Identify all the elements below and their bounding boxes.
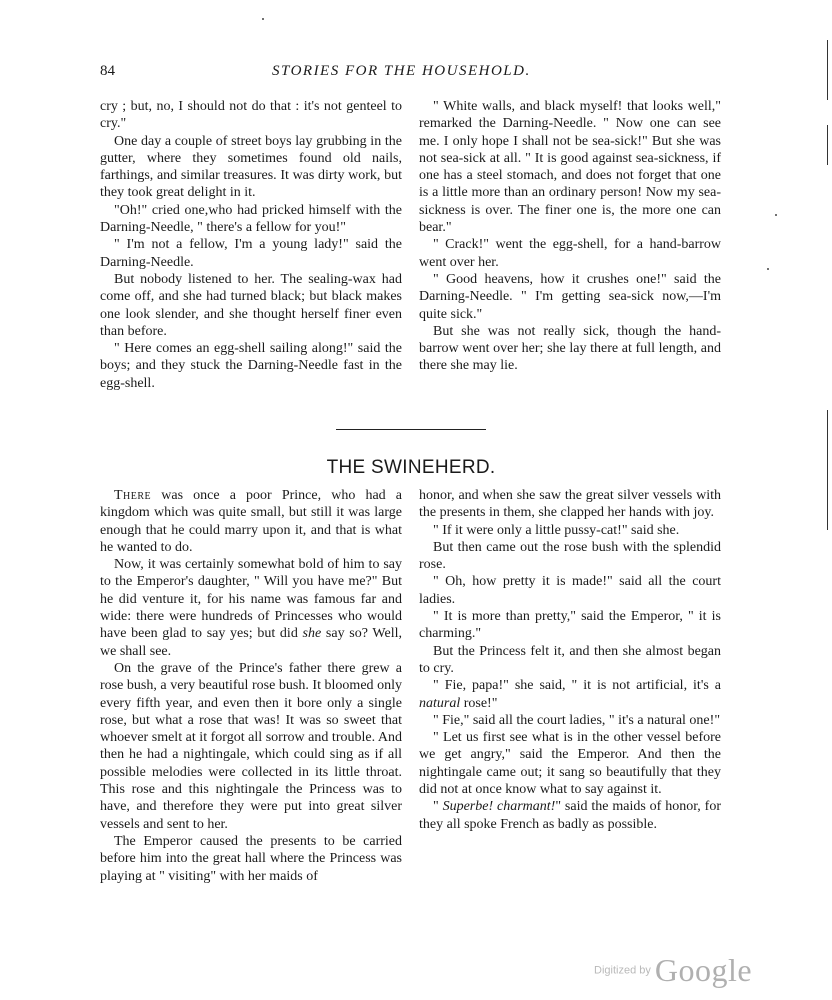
emphasis: natural	[419, 695, 461, 711]
text-run: Now, it was certainly somewhat bold of him to say to the Emperor's daughter, " Will you have me?" But he did venture it, for his name was famous far and wide: there were hundreds of Princesses who would have been glad to say yes; but did	[100, 557, 402, 642]
paragraph: " Good heavens, how it crushes one!" said the Darning-Needle. " I'm getting sea-sick now,—I'm quite sick."	[419, 271, 721, 322]
paragraph: But then came out the rose bush with the splendid rose.	[419, 539, 721, 573]
text-run: rose!"	[460, 695, 498, 711]
scan-edge-mark	[827, 410, 829, 530]
paragraph: One day a couple of street boys lay grubbing in the gutter, where they sometimes found old nails, farthings, and similar treasures. It was dirty work, but they took great delight in it.	[100, 133, 402, 201]
paragraph: " White walls, and black myself! that looks well," remarked the Darning-Needle. " Now one can see me. I only hope I shall not be sea-sick!" But she was not sea-sick at all. " It is good against sea-sickness, if one has a steel stomach, and does not forget that one is a little more than an ordinary person! Now my sea-sickness is over. The finer one is, the more one can bear."	[419, 99, 721, 236]
emphasis: she	[302, 626, 322, 642]
opening-paragraph	[100, 487, 402, 556]
scan-speck	[775, 214, 777, 216]
paragraph	[419, 677, 721, 712]
paragraph: " Oh, how pretty it is made!" said all the court ladies.	[419, 574, 721, 607]
paragraph: But the Princess felt it, and then she almost began to cry.	[419, 643, 721, 676]
bottom-right-column	[419, 487, 721, 833]
paragraph: " It is more than pretty," said the Emperor, " it is charming."	[419, 609, 721, 642]
opening-text: was once a poor Prince, who had a kingdom which was quite small, but still it was large enough that he could marry upon it, and that is what he wanted to do.	[100, 488, 402, 555]
scan-speck	[767, 268, 769, 270]
scan-speck	[262, 18, 264, 20]
text-run: "	[433, 799, 443, 815]
opening-word: There	[114, 488, 152, 503]
top-right-column	[419, 98, 721, 375]
paragraph: " If it were only a little pussy-cat!" said she.	[433, 522, 680, 538]
running-title: STORIES FOR THE HOUSEHOLD.	[272, 63, 531, 79]
paragraph: " Fie," said all the court ladies, " it's a natural one!"	[433, 712, 721, 728]
paragraph: " Let us first see what is in the other vessel before we get angry," said the Emperor. And then the nightingale came out; it sang so beautifully that they did not at once know what to say against it.	[419, 730, 721, 798]
paragraph: On the grave of the Prince's father there grew a rose bush, a very beautiful rose bush. It bloomed only every fifth year, and even then it bore only a single rose, but what a rose that was! It was so sweet that whoever smelt at it forgot all sorrow and trouble. And then he had a nightingale, which could sing as if all possible melodies were collected in its little throat. This rose and this nightingale the Princess was to have, and therefore they were put into great silver vessels and sent to her.	[100, 660, 402, 832]
paragraph: honor, and when she saw the great silver vessels with the presents in them, she clapped her hands with joy.	[419, 488, 721, 521]
paragraph	[419, 798, 721, 833]
paragraph: The Emperor caused the presents to be carried before him into the great hall where the Princess was playing at " visiting" with her maids of	[100, 833, 402, 884]
page-number: 84	[100, 63, 115, 79]
bottom-left-column	[100, 487, 402, 885]
story-title: THE SWINEHERD.	[326, 457, 496, 478]
page-header	[100, 63, 722, 87]
text-run: " Fie, papa!" she said, " it is not artificial, it's a	[433, 678, 721, 694]
scan-edge-mark	[827, 40, 829, 100]
paragraph: "Oh!" cried one,who had pricked himself with the Darning-Needle, " there's a fellow for you!"	[100, 202, 402, 236]
top-left-column	[100, 98, 402, 392]
text-run: " said the maids of honor, for they all spoke French as badly as possible.	[419, 799, 721, 832]
watermark-prefix: Digitized by	[594, 964, 651, 977]
paragraph: " Crack!" went the egg-shell, for a hand-barrow went over her.	[419, 237, 721, 270]
section-divider	[336, 429, 486, 430]
paragraph	[100, 556, 402, 660]
text-run: say so? Well, we shall see.	[100, 626, 402, 659]
digitized-watermark	[594, 952, 752, 986]
google-logo: Google	[654, 952, 753, 988]
paragraph: " I'm not a fellow, I'm a young lady!" said the Darning-Needle.	[100, 237, 402, 270]
emphasis: Superbe! charmant!	[442, 799, 556, 815]
scan-edge-mark	[827, 125, 829, 165]
paragraph: But she was not really sick, though the hand-barrow went over her; she lay there at full length, and there she may lie.	[419, 323, 721, 374]
paragraph: cry ; but, no, I should not do that : it's not genteel to cry."	[100, 99, 402, 132]
paragraph: But nobody listened to her. The sealing-wax had come off, and she had turned black; but black makes one look slender, and she thought herself finer even than before.	[100, 271, 402, 339]
paragraph: " Here comes an egg-shell sailing along!" said the boys; and they stuck the Darning-Needle fast in the egg-shell.	[100, 341, 402, 391]
